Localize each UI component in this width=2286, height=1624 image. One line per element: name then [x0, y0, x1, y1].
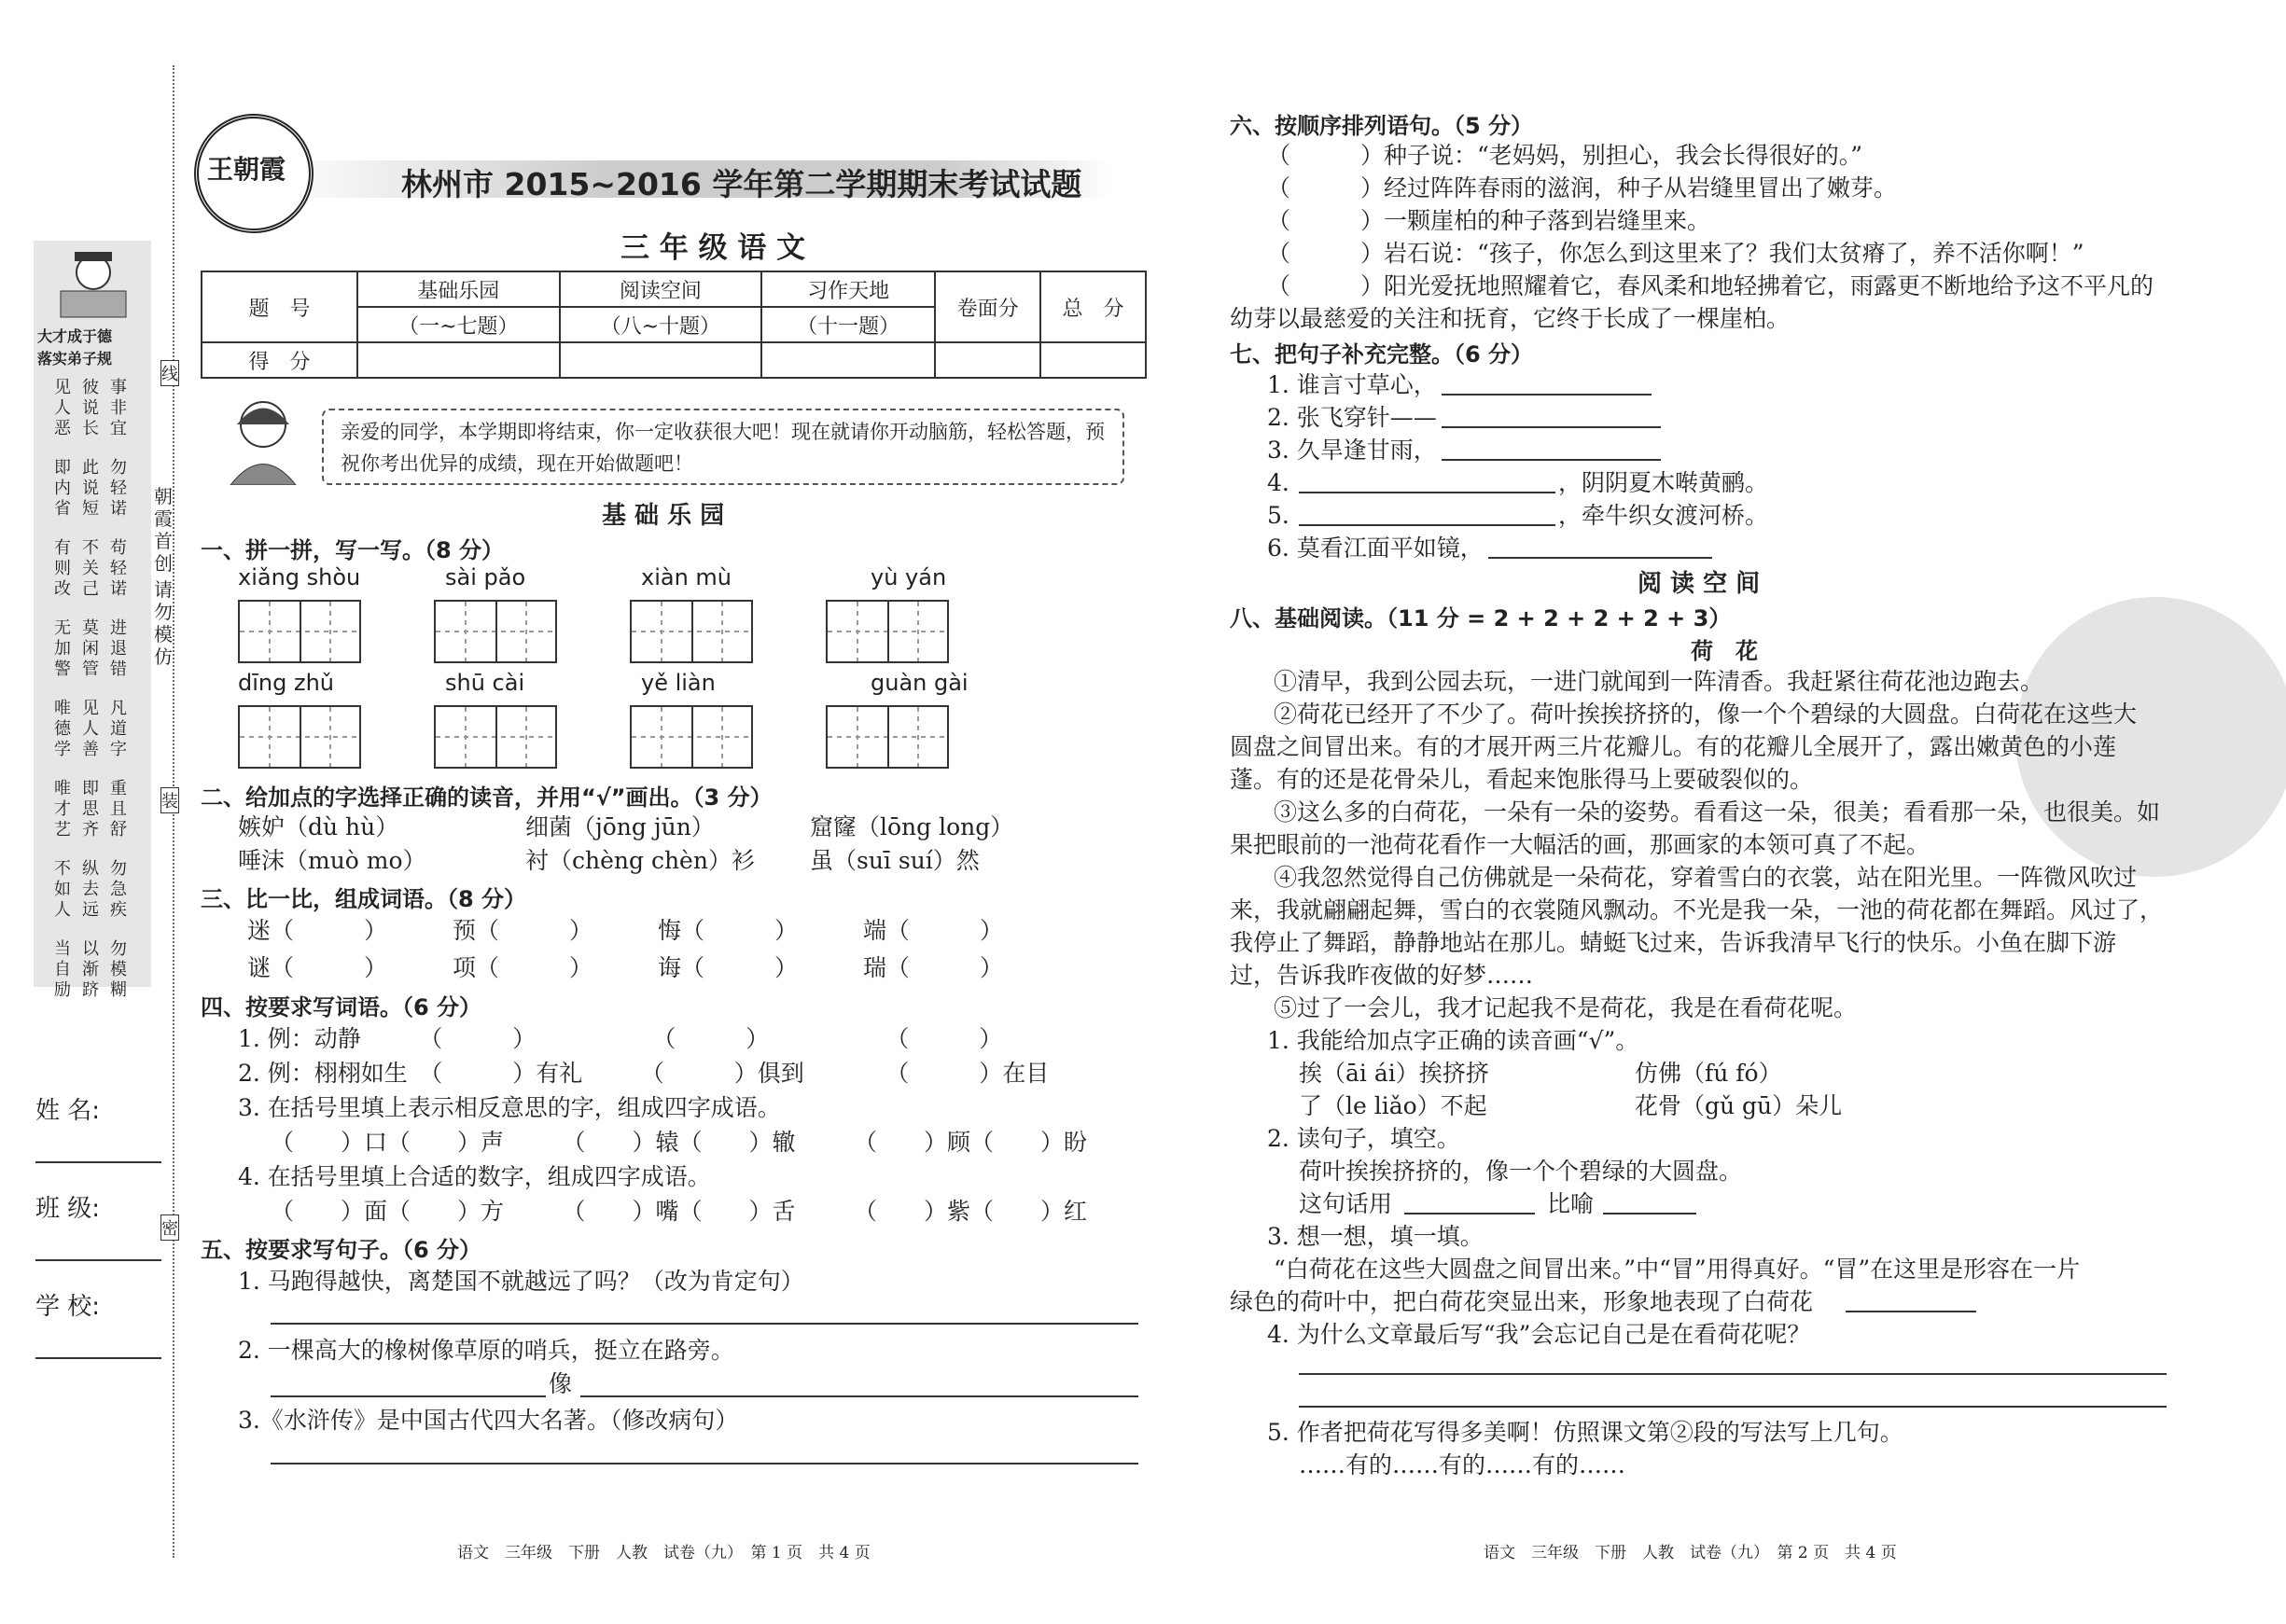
score-col-neatness: 卷面分 [935, 271, 1040, 342]
sidebar-rule-column: 进退错 [110, 618, 127, 679]
score-col-reading: 阅读空间 [560, 271, 762, 307]
sidebar-rule-column: 纵去远 [82, 859, 99, 920]
q4-line-2[interactable]: 2. 例：栩栩如生 （ ）有礼 （ ）俱到 （ ）在目 [238, 1060, 1050, 1087]
passage-p4c: 我停止了舞蹈，静静地站在那儿。蜻蜓飞过来，告诉我清早飞行的快乐。小鱼在脚下游 [1230, 929, 2117, 956]
q8-sub-4-answer-1[interactable] [1299, 1373, 2167, 1375]
section-title-basic: 基 础 乐 园 [602, 502, 725, 530]
sidebar-rule-column: 重且舒 [110, 779, 127, 840]
q5-answer-line-1[interactable] [271, 1323, 1138, 1325]
school-field[interactable] [35, 1357, 161, 1359]
q7-item-4: 4. [1267, 469, 1289, 496]
name-field[interactable] [35, 1161, 161, 1163]
class-label: 班 级: [35, 1195, 101, 1223]
q8-sub-1-b[interactable]: 仿佛（fú fó） [1635, 1060, 1782, 1087]
passage-p4a: ④我忽然觉得自己仿佛就是一朵荷花，穿着雪白的衣裳，站在阳光里。一阵微风吹过 [1274, 864, 2138, 891]
fold-mark-2: 装 [160, 787, 179, 813]
logo-text: 王朝霞 [207, 154, 286, 185]
writing-grid-box[interactable] [238, 705, 361, 769]
cartoon-scholar-icon [42, 244, 145, 323]
fold-mark-3: 密 [160, 1215, 179, 1241]
q8-title: 八、基础阅读。（11 分 = 2 + 2 + 2 + 2 + 3） [1230, 605, 1732, 632]
pinyin-label: xiàn mù [641, 564, 732, 590]
q8-sub-2-b2: 比喻 [1547, 1190, 1595, 1217]
sidebar-rule-column: 凡道字 [110, 699, 127, 759]
passage-title: 荷 花 [1691, 638, 1758, 664]
q3-item[interactable]: 瑞（ ） [863, 954, 1004, 981]
sidebar-slogan-2: 落实弟子规 [37, 350, 113, 368]
sidebar-rule-column: 事非宜 [110, 378, 127, 438]
writing-grid-box[interactable] [826, 705, 949, 769]
q7-item-1: 1. 谁言寸草心， [1267, 371, 1437, 398]
q8-sub-1-a[interactable]: 挨（āi ái）挨挤挤 [1299, 1060, 1489, 1087]
q5-line-2: 2. 一棵高大的橡树像草原的哨兵，挺立在路旁。 [238, 1337, 734, 1364]
q7-item-6: 6. 莫看江面平如镜， [1267, 534, 1484, 562]
q7-title: 七、把句子补充完整。（6 分） [1230, 341, 1534, 368]
pinyin-label: guàn gài [871, 670, 969, 696]
q5-fill-word: 像 [549, 1370, 573, 1397]
q8-sub-1-d[interactable]: 花骨（gǔ gū）朵儿 [1635, 1092, 1843, 1119]
score-col-basic: 基础乐园 [357, 271, 560, 307]
q1-title: 一、拼一拼，写一写。（8 分） [201, 537, 505, 563]
q5-line-3: 3.《水浒传》是中国古代四大名著。（修改病句） [238, 1407, 739, 1434]
vertical-note-1: 朝霞首创 [154, 485, 173, 575]
sidebar-rule-column: 当自励 [54, 939, 71, 1000]
q8-sub-2-b1: 这句话用 [1299, 1190, 1393, 1217]
q8-sub-3-blank[interactable] [1846, 1311, 1976, 1312]
sidebar-rule-column: 唯才艺 [54, 779, 71, 840]
class-field[interactable] [35, 1259, 161, 1261]
q8-sub-3-a: “白荷花在这些大圆盘之间冒出来。”中“冒”用得真好。“冒”在这里是形容在一片 [1274, 1256, 2081, 1283]
q7-blank-1[interactable] [1442, 394, 1652, 396]
q7-blank-6[interactable] [1488, 557, 1712, 559]
section-title-reading: 阅 读 空 间 [1638, 570, 1761, 598]
q6-item[interactable]: （ ）种子说：“老妈妈，别担心，我会长得很好的。” [1267, 142, 1863, 169]
q6-item[interactable]: （ ）经过阵阵春雨的滋润，种子从岩缝里冒出了嫩芽。 [1267, 174, 1898, 201]
q4-line-6[interactable]: （ ）面（ ）方 （ ）嘴（ ）舌 （ ）紫（ ）红 [271, 1198, 1088, 1225]
score-cell[interactable] [1040, 342, 1146, 378]
q3-item[interactable]: 项（ ） [453, 954, 593, 981]
q5-line-1: 1. 马跑得越快，离楚国不就越远了吗？（改为肯定句） [238, 1268, 804, 1295]
q8-sub-2-blank-1[interactable] [1404, 1213, 1535, 1215]
sidebar-rule-column: 见人善 [82, 699, 99, 759]
writing-grid-box[interactable] [434, 600, 557, 663]
q8-sub-4-answer-2[interactable] [1299, 1406, 2167, 1408]
pinyin-label: yě liàn [641, 670, 716, 696]
q8-sub-3-b: 绿色的荷叶中，把白荷花突显出来，形象地表现了白荷花 [1230, 1288, 1814, 1315]
teacher-illustration-icon [216, 392, 314, 485]
sidebar-rule-column: 以渐跻 [82, 939, 99, 1000]
q7-blank-2[interactable] [1442, 426, 1661, 428]
q3-item[interactable]: 诲（ ） [658, 954, 799, 981]
passage-p4b: 来，我就翩翩起舞，雪白的衣裳随风飘动。不光是我一朵，一池的荷花都在舞蹈。风过了， [1230, 896, 2164, 923]
q7-item-3: 3. 久旱逢甘雨， [1267, 437, 1437, 464]
q8-sub-5: 5. 作者把荷花写得多美啊！仿照课文第②段的写法写上几句。 [1267, 1419, 1903, 1446]
sidebar-rule-column: 勿急疾 [110, 859, 127, 920]
q5-answer-line-2b[interactable] [580, 1395, 1138, 1397]
passage-p2b: 圆盘之间冒出来。有的才展开两三片花瓣儿。有的花瓣儿全展开了，露出嫩黄色的小莲 [1230, 733, 2117, 760]
q3-item[interactable]: 谜（ ） [247, 954, 388, 981]
q2-item[interactable]: 唾沫（muò mo） [238, 847, 426, 874]
q4-line-1[interactable]: 1. 例：动静 （ ） （ ） （ ） [238, 1025, 1003, 1052]
passage-p4d: 过，告诉我昨夜做的好梦…… [1230, 962, 1534, 989]
sidebar-rule-column: 唯德学 [54, 699, 71, 759]
q8-sub-2-a: 荷叶挨挨挤挤的，像一个个碧绿的大圆盘。 [1299, 1158, 1743, 1185]
passage-p3b: 果把眼前的一池荷花看作一大幅活的画，那画家的本领可真了不起。 [1230, 831, 1931, 858]
vertical-note-2: 请勿模仿 [154, 578, 173, 668]
page-footer-left: 语文 三年级 下册 人教 试卷（九） 第 1 页 共 4 页 [457, 1544, 871, 1562]
passage-p2a: ②荷花已经开了不少了。荷叶挨挨挤挤的，像一个个碧绿的大圆盘。白荷花在这些大 [1274, 701, 2138, 728]
sidebar-rule-column: 苟轻诺 [110, 538, 127, 599]
q7-item-5: 5. [1267, 502, 1289, 529]
q2-item[interactable]: 嫉妒（dù hù） [238, 813, 399, 840]
subject-title: 三 年 级 语 文 [620, 231, 806, 265]
sidebar-rule-column: 勿模糊 [110, 939, 127, 1000]
q3-title: 三、比一比，组成词语。（8 分） [201, 886, 527, 912]
sidebar-slogan-1: 大才成于德 [37, 327, 113, 345]
q2-item[interactable]: 虽（suī suí）然 [810, 847, 980, 874]
q6-item[interactable]: （ ）一颗崖柏的种子落到岩缝里来。 [1267, 207, 1711, 234]
passage-p2c: 蓬。有的还是花骨朵儿，看起来饱胀得马上要破裂似的。 [1230, 766, 1814, 793]
sidebar-rule-column: 彼说长 [82, 378, 99, 438]
q2-item[interactable]: 细菌（jōng jūn） [525, 813, 715, 840]
score-sub-basic: （一~七题） [357, 307, 560, 342]
sidebar-rule-column: 不如人 [54, 859, 71, 920]
score-cell[interactable] [357, 342, 560, 378]
writing-grid-box[interactable] [826, 600, 949, 663]
score-table [201, 271, 1147, 379]
writing-grid-box[interactable] [434, 705, 557, 769]
q6-item-cont: 幼芽以最慈爱的关注和抚育，它终于长成了一棵崖柏。 [1230, 305, 1791, 332]
score-col-writing: 习作天地 [761, 271, 935, 307]
score-cell[interactable] [560, 342, 762, 378]
q7-blank-5[interactable] [1299, 524, 1555, 526]
name-label: 姓 名: [35, 1097, 101, 1125]
sidebar-rule-column: 勿轻诺 [110, 458, 127, 519]
notice-box: 亲爱的同学，本学期即将结束，你一定收获很大吧！现在就请你开动脑筋，轻松答题，预祝你考出优异的成绩，现在开始做题吧！ [322, 409, 1124, 485]
score-row-label: 得 分 [202, 342, 357, 378]
passage-p1: ①清早，我到公园去玩，一进门就闻到一阵清香。我赶紧往荷花池边跑去。 [1274, 668, 2044, 695]
sidebar-rule-column: 有则改 [54, 538, 71, 599]
pinyin-label: sài pǎo [445, 564, 526, 590]
q3-item[interactable]: 端（ ） [863, 917, 1004, 944]
q4-line-5: 4. 在括号里填上合适的数字，组成四字成语。 [238, 1163, 711, 1190]
score-sub-reading: （八~十题） [560, 307, 762, 342]
q6-item[interactable]: （ ）阳光爱抚地照耀着它，春风柔和地轻拂着它，雨露更不断地给予这不平凡的 [1267, 272, 2154, 299]
q8-sub-4: 4. 为什么文章最后写“我”会忘记自己是在看荷花呢？ [1267, 1321, 1811, 1348]
writing-grid-box[interactable] [238, 600, 361, 663]
sidebar-rule-column: 即内省 [54, 458, 71, 519]
q2-title: 二、给加点的字选择正确的读音，并用“√”画出。（3 分） [201, 784, 773, 811]
q8-sub-2-blank-2[interactable] [1603, 1213, 1696, 1215]
pinyin-label: xiǎng shòu [238, 564, 361, 590]
sidebar-rule-column: 即思齐 [82, 779, 99, 840]
q7-item-2: 2. 张飞穿针—— [1267, 404, 1437, 431]
score-header-label: 题 号 [202, 271, 357, 342]
q2-item[interactable]: 窟窿（lōng long） [810, 813, 1014, 840]
q5-title: 五、按要求写句子。（6 分） [201, 1237, 482, 1263]
sidebar-rule-column: 无加警 [54, 618, 71, 679]
q7-blank-4[interactable] [1299, 492, 1555, 493]
score-cell[interactable] [935, 342, 1040, 378]
q8-sub-2: 2. 读句子，填空。 [1267, 1125, 1460, 1152]
q6-item[interactable]: （ ）岩石说：“孩子，你怎么到这里来了？我们太贫瘠了，养不活你啊！” [1267, 240, 2084, 267]
score-sub-writing: （十一题） [761, 307, 935, 342]
writing-grid-box[interactable] [630, 705, 753, 769]
q3-item[interactable]: 悔（ ） [658, 917, 799, 944]
q8-sub-1: 1. 我能给加点字正确的读音画“√”。 [1267, 1027, 1639, 1054]
pinyin-label: shū cài [445, 670, 525, 696]
score-col-total: 总 分 [1040, 271, 1146, 342]
q7-item-4-tail: ，阴阴夏木啭黄鹂。 [1558, 469, 1769, 496]
q8-sub-3: 3. 想一想，填一填。 [1267, 1223, 1484, 1250]
q4-title: 四、按要求写词语。（6 分） [201, 994, 482, 1020]
q7-blank-3[interactable] [1442, 459, 1661, 461]
pinyin-label: yù yán [871, 564, 947, 590]
passage-p5: ⑤过了一会儿，我才记起我不是荷花，我是在看荷花呢。 [1274, 994, 1858, 1021]
sidebar-rule-column: 不关己 [82, 538, 99, 599]
sidebar-rule-column: 此说短 [82, 458, 99, 519]
q8-sub-1-c[interactable]: 了（le liǎo）不起 [1299, 1092, 1487, 1119]
q5-answer-line-2a[interactable] [271, 1395, 546, 1397]
q4-line-3: 3. 在括号里填上表示相反意思的字，组成四字成语。 [238, 1094, 781, 1121]
q3-item[interactable]: 迷（ ） [247, 917, 388, 944]
q3-item[interactable]: 预（ ） [453, 917, 593, 944]
fold-mark-1: 线 [160, 360, 179, 386]
page-footer-right: 语文 三年级 下册 人教 试卷（九） 第 2 页 共 4 页 [1484, 1544, 1897, 1562]
q2-item[interactable]: 衬（chèng chèn）衫 [525, 847, 755, 874]
q7-item-5-tail: ，牵牛织女渡河桥。 [1558, 502, 1769, 529]
exam-title: 林州市 2015~2016 学年第二学期期末考试试题 [401, 166, 1082, 202]
score-cell[interactable] [761, 342, 935, 378]
q5-answer-line-3[interactable] [271, 1463, 1138, 1464]
writing-grid-box[interactable] [630, 600, 753, 663]
q6-title: 六、按顺序排列语句。（5 分） [1230, 113, 1534, 139]
sidebar-rule-column: 见人恶 [54, 378, 71, 438]
q8-sub-5-a: ……有的……有的……有的…… [1299, 1451, 1626, 1478]
school-label: 学 校: [35, 1293, 101, 1321]
passage-p3a: ③这么多的白荷花，一朵有一朵的姿势。看看这一朵，很美；看看那一朵，也很美。如 [1274, 798, 2161, 826]
sidebar-rule-column: 莫闲管 [82, 618, 99, 679]
q4-line-4[interactable]: （ ）口（ ）声 （ ）辕（ ）辙 （ ）顾（ ）盼 [271, 1129, 1088, 1156]
pinyin-label: dīng zhǔ [238, 670, 334, 696]
